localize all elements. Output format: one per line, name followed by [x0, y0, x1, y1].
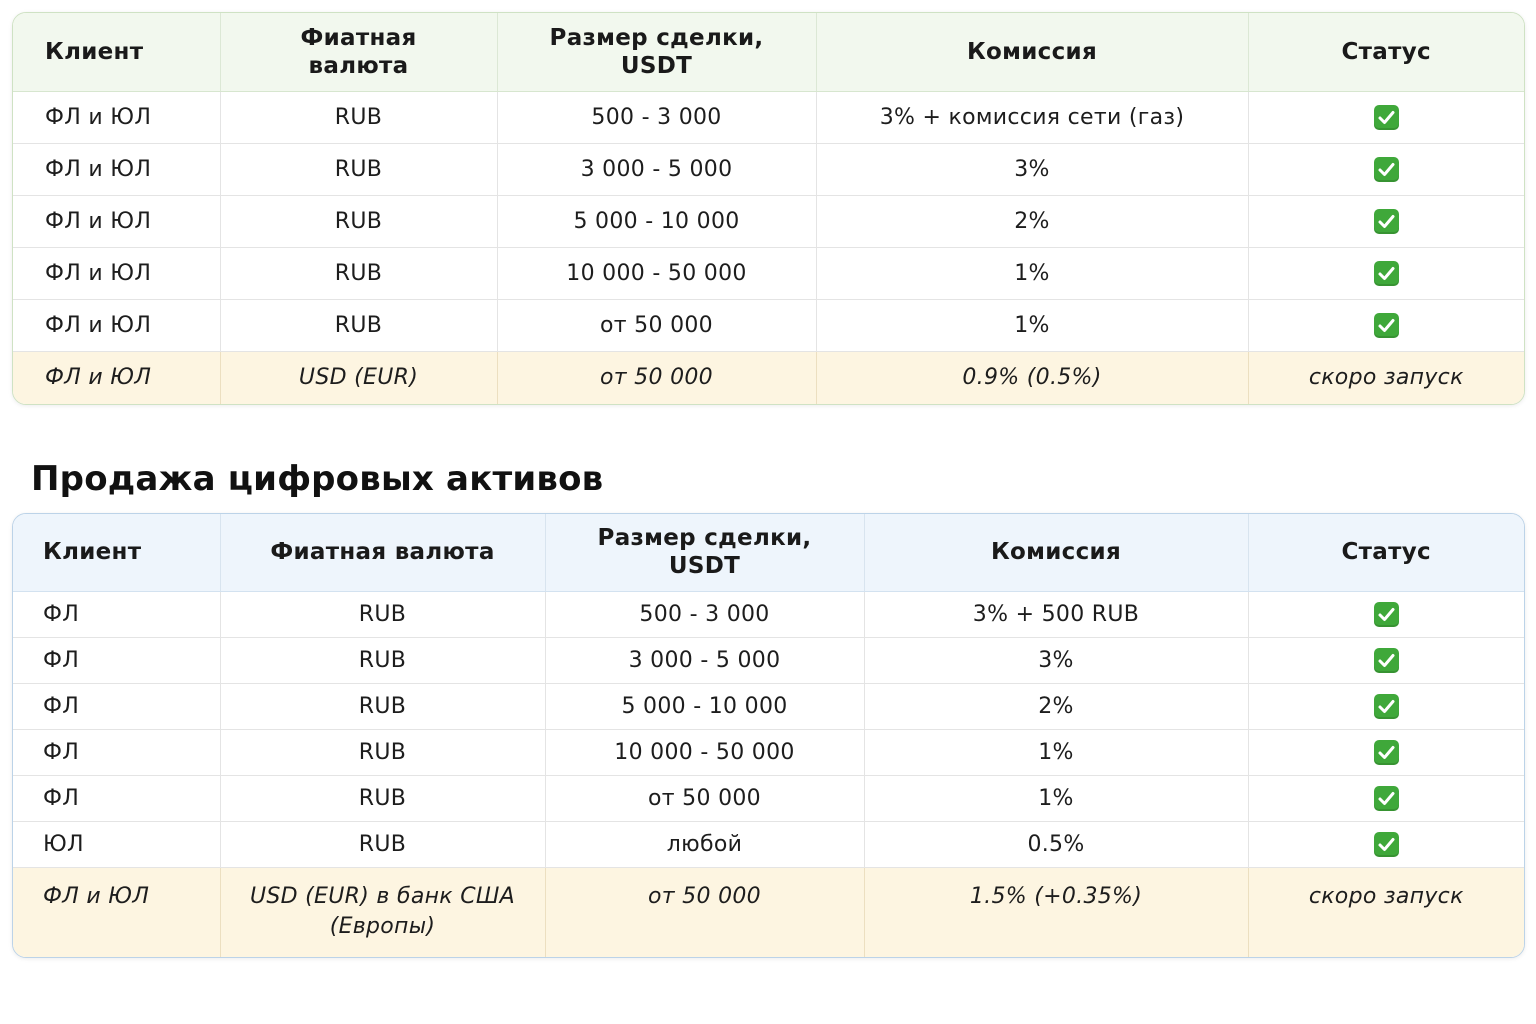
cell-commission: 3% [864, 637, 1248, 683]
sell-header-row [13, 514, 1524, 591]
cell-size: 10 000 - 50 000 [497, 247, 816, 299]
cell-status [1248, 729, 1524, 775]
cell-commission: 0.9% (0.5%) [816, 351, 1248, 404]
cell-commission: 1% [864, 729, 1248, 775]
sell-header-status: Статус [1248, 514, 1524, 591]
cell-size: 10 000 - 50 000 [545, 729, 864, 775]
cell-client: ФЛ [13, 729, 220, 775]
cell-commission: 1% [864, 775, 1248, 821]
cell-status [1248, 821, 1524, 867]
cell-currency: RUB [220, 729, 545, 775]
buy-header-client: Клиент [13, 13, 220, 91]
sell-table-card [12, 513, 1525, 958]
cell-size: 5 000 - 10 000 [545, 683, 864, 729]
buy-header-commission: Комиссия [816, 13, 1248, 91]
cell-client: ФЛ и ЮЛ [13, 247, 220, 299]
cell-size: от 50 000 [497, 351, 816, 404]
cell-commission: 3% + 500 RUB [864, 591, 1248, 637]
cell-status [1248, 591, 1524, 637]
sell-header-client: Клиент [13, 514, 220, 591]
cell-currency: RUB [220, 591, 545, 637]
cell-size: 500 - 3 000 [497, 91, 816, 143]
cell-currency: RUB [220, 91, 497, 143]
cell-size: от 50 000 [545, 867, 864, 957]
cell-commission: 3% [816, 143, 1248, 195]
cell-status [1248, 247, 1524, 299]
table-row [13, 729, 1524, 775]
cell-status [1248, 299, 1524, 351]
buy-header-row [13, 13, 1524, 91]
table-row [13, 195, 1524, 247]
table-row [13, 637, 1524, 683]
table-row-soon [13, 867, 1524, 957]
cell-client: ФЛ [13, 637, 220, 683]
table-row [13, 91, 1524, 143]
cell-currency: RUB [220, 821, 545, 867]
cell-status [1248, 775, 1524, 821]
table-row [13, 821, 1524, 867]
cell-client: ФЛ и ЮЛ [13, 143, 220, 195]
cell-currency: RUB [220, 775, 545, 821]
table-row [13, 591, 1524, 637]
buy-header-status: Статус [1248, 13, 1524, 91]
table-row [13, 143, 1524, 195]
cell-size: 500 - 3 000 [545, 591, 864, 637]
check-icon [1374, 157, 1399, 182]
table-row [13, 775, 1524, 821]
cell-commission: 1.5% (+0.35%) [864, 867, 1248, 957]
cell-client: ФЛ [13, 683, 220, 729]
sell-header-size: Размер сделки, USDT [545, 514, 864, 591]
cell-status [1248, 637, 1524, 683]
cell-client: ФЛ и ЮЛ [13, 195, 220, 247]
check-icon [1374, 694, 1399, 719]
buy-header-currency: Фиатная валюта [220, 13, 497, 91]
cell-commission: 1% [816, 247, 1248, 299]
cell-currency: RUB [220, 195, 497, 247]
cell-currency: USD (EUR) [220, 351, 497, 404]
cell-currency: RUB [220, 683, 545, 729]
cell-client: ЮЛ [13, 821, 220, 867]
cell-client: ФЛ [13, 591, 220, 637]
cell-status [1248, 91, 1524, 143]
check-icon [1374, 740, 1399, 765]
cell-commission: 2% [816, 195, 1248, 247]
check-icon [1374, 209, 1399, 234]
cell-client: ФЛ и ЮЛ [13, 299, 220, 351]
table-row-soon [13, 351, 1524, 404]
cell-currency: RUB [220, 637, 545, 683]
cell-currency: RUB [220, 299, 497, 351]
cell-client: ФЛ [13, 775, 220, 821]
check-icon [1374, 261, 1399, 286]
cell-size: 5 000 - 10 000 [497, 195, 816, 247]
cell-commission: 0.5% [864, 821, 1248, 867]
check-icon [1374, 786, 1399, 811]
table-row [13, 683, 1524, 729]
cell-size: 3 000 - 5 000 [545, 637, 864, 683]
cell-status [1248, 195, 1524, 247]
cell-commission: 3% + комиссия сети (газ) [816, 91, 1248, 143]
cell-client: ФЛ и ЮЛ [13, 91, 220, 143]
sell-header-currency: Фиатная валюта [220, 514, 545, 591]
cell-commission: 1% [816, 299, 1248, 351]
buy-header-size: Размер сделки, USDT [497, 13, 816, 91]
table-row [13, 247, 1524, 299]
sell-table [13, 514, 1524, 957]
cell-client: ФЛ и ЮЛ [13, 351, 220, 404]
buy-table [13, 13, 1524, 404]
cell-client: ФЛ и ЮЛ [13, 867, 220, 957]
buy-table-card [12, 12, 1525, 405]
check-icon [1374, 602, 1399, 627]
sell-header-commission: Комиссия [864, 514, 1248, 591]
check-icon [1374, 313, 1399, 338]
section-title: Продажа цифровых активов [31, 459, 604, 499]
cell-size: от 50 000 [497, 299, 816, 351]
table-row [13, 299, 1524, 351]
check-icon [1374, 832, 1399, 857]
cell-status-soon: скоро запуск [1248, 351, 1524, 404]
cell-size: 3 000 - 5 000 [497, 143, 816, 195]
cell-size: от 50 000 [545, 775, 864, 821]
cell-currency: RUB [220, 143, 497, 195]
cell-status-soon: скоро запуск [1248, 867, 1524, 957]
cell-commission: 2% [864, 683, 1248, 729]
cell-status [1248, 683, 1524, 729]
cell-size: любой [545, 821, 864, 867]
check-icon [1374, 648, 1399, 673]
check-icon [1374, 105, 1399, 130]
cell-status [1248, 143, 1524, 195]
cell-currency: RUB [220, 247, 497, 299]
cell-currency: USD (EUR) в банк США (Европы) [220, 867, 545, 957]
